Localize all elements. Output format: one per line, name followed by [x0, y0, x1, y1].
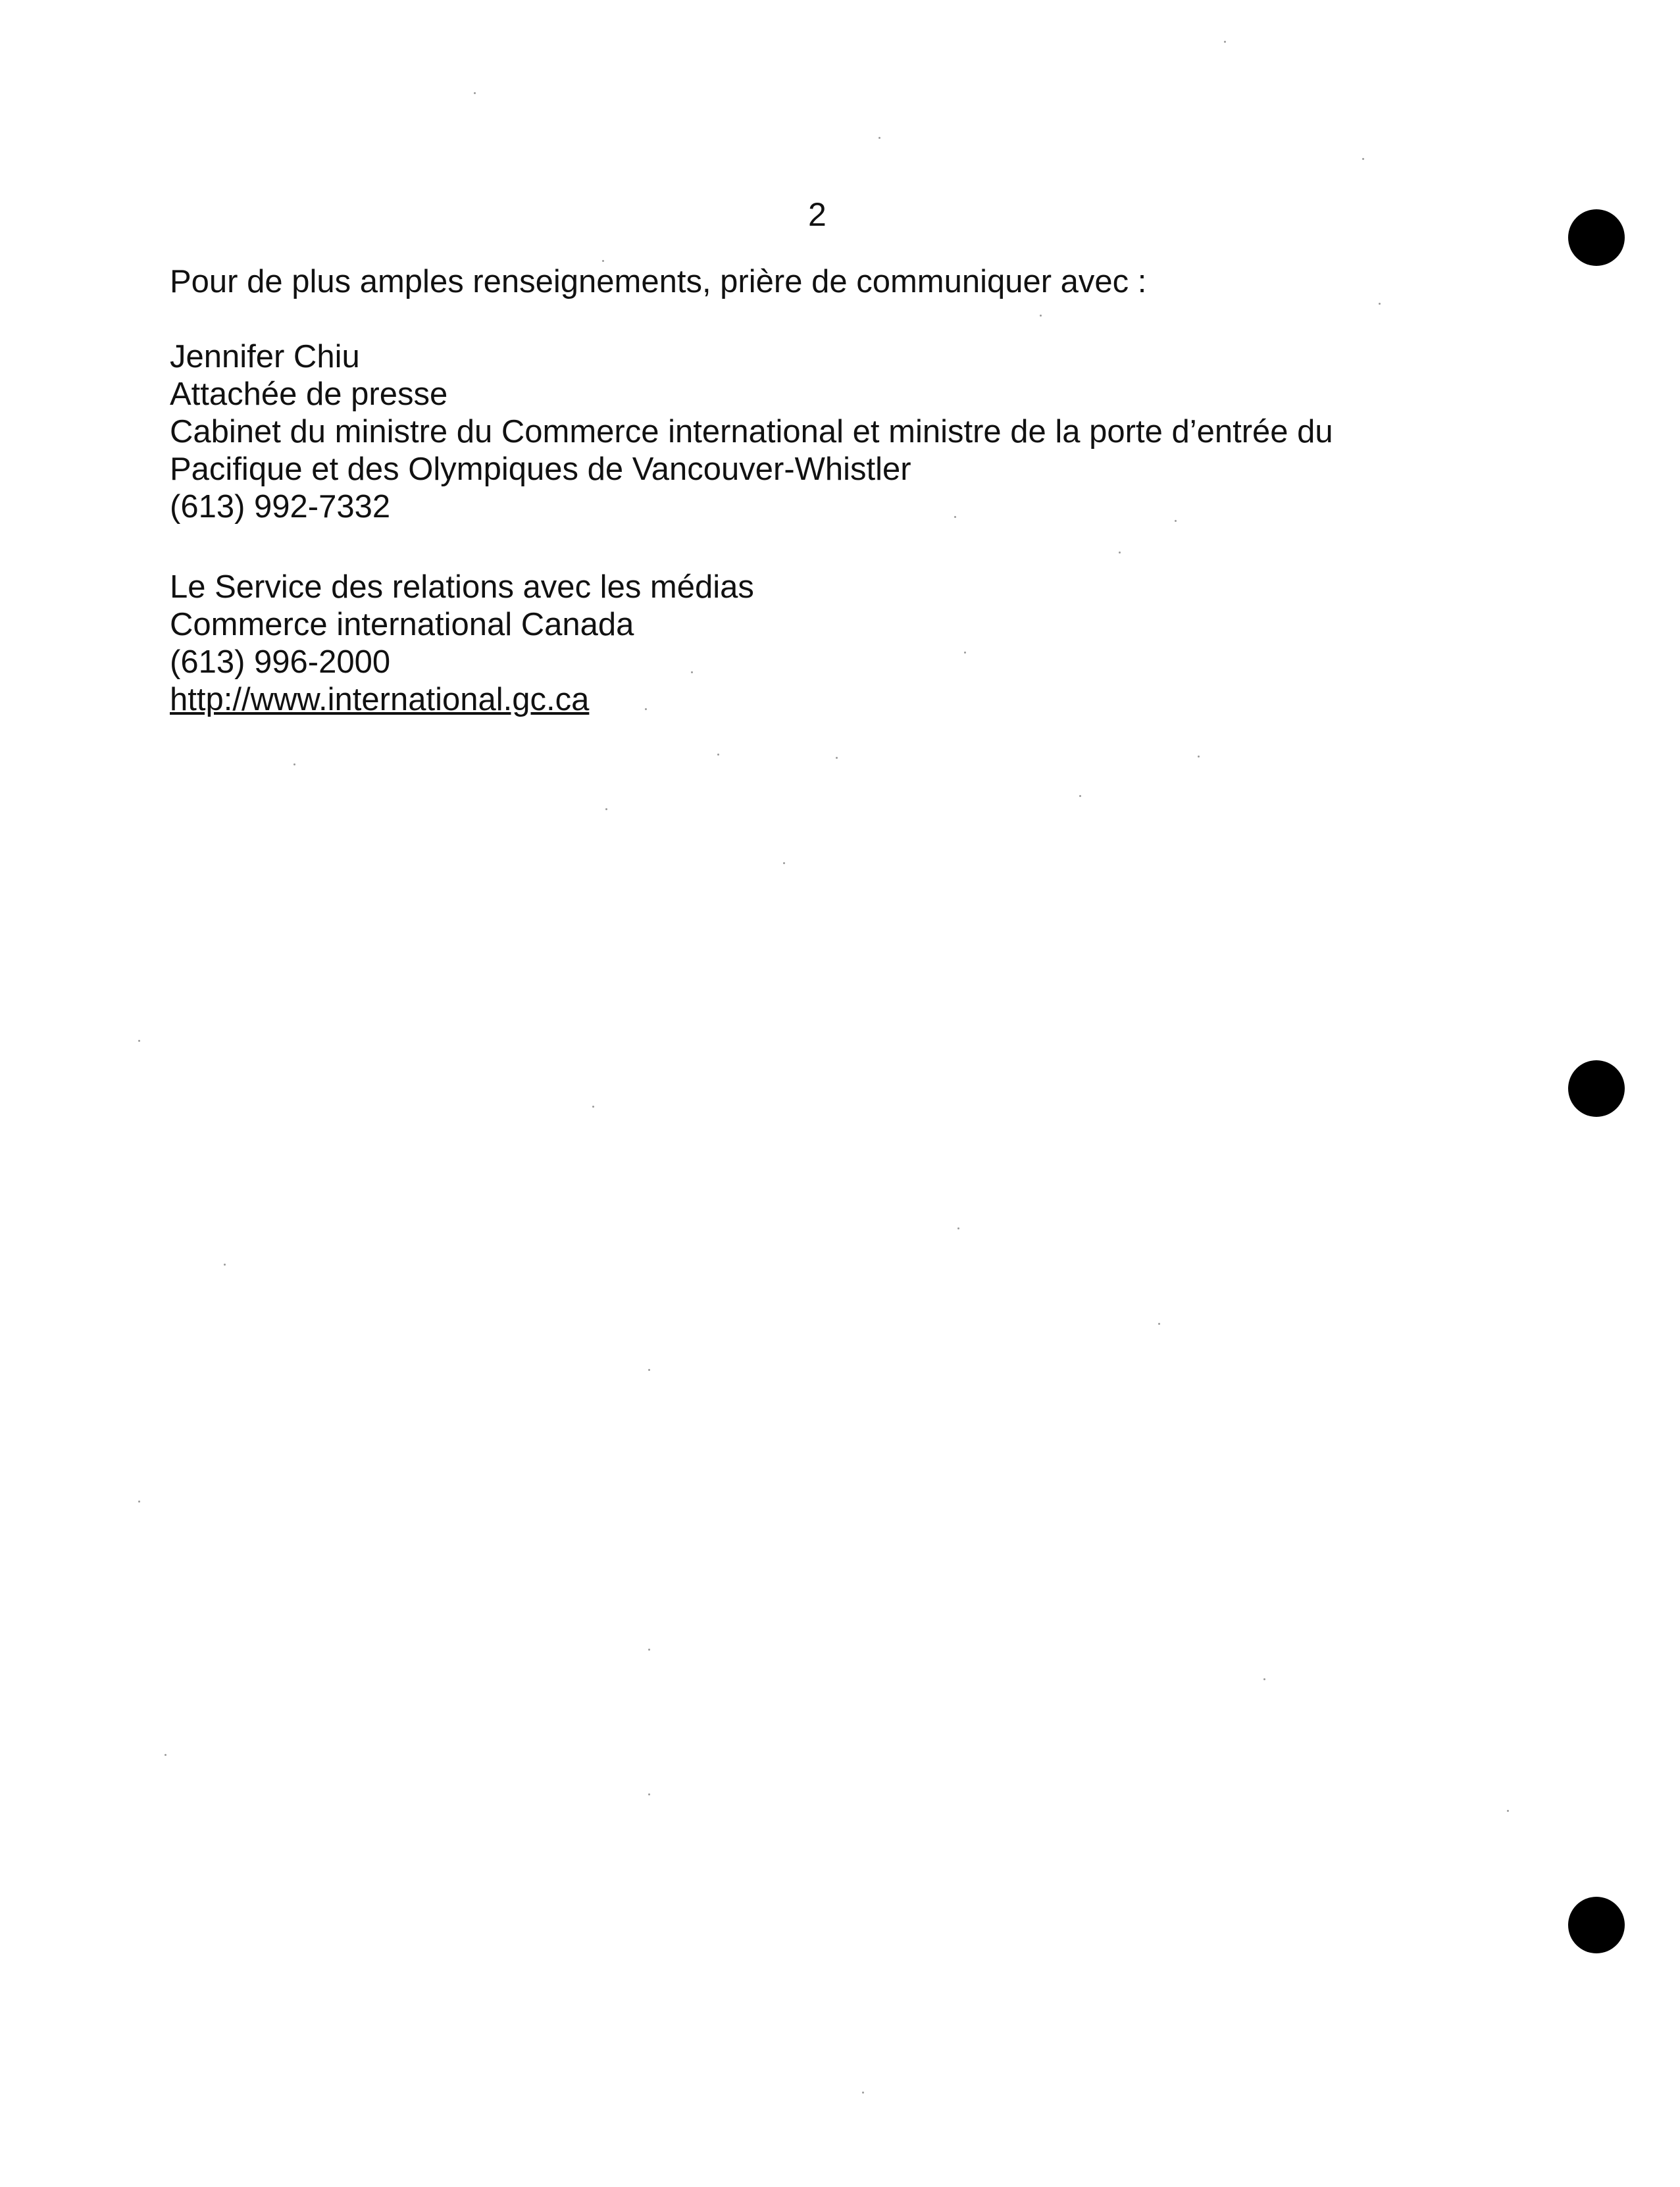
contact-phone: (613) 992-7332: [170, 489, 391, 525]
scan-speck: [1119, 552, 1121, 553]
scan-speck: [602, 260, 604, 262]
contact-name: Jennifer Chiu: [170, 339, 360, 374]
press-contact-block: [170, 338, 1333, 526]
scan-speck: [648, 1649, 650, 1651]
scan-speck: [1507, 1810, 1509, 1812]
scan-speck: [1158, 1323, 1160, 1325]
scan-speck: [165, 1754, 166, 1756]
media-department: Commerce international Canada: [170, 607, 634, 642]
intro-paragraph: [170, 263, 1146, 301]
scan-speck: [1362, 158, 1364, 160]
page-number: 2: [808, 196, 827, 233]
scan-speck: [862, 2092, 864, 2094]
scan-speck: [224, 1264, 226, 1266]
contact-title: Attachée de presse: [170, 376, 448, 412]
scan-speck: [1224, 41, 1226, 43]
scan-speck: [645, 708, 647, 710]
scan-speck: [474, 92, 476, 94]
scan-speck: [1079, 795, 1081, 797]
scan-speck: [1379, 303, 1381, 305]
scan-speck: [878, 137, 880, 139]
media-phone: (613) 996-2000: [170, 644, 391, 680]
punch-hole-bottom: [1568, 1897, 1625, 1953]
contact-office-line-1: Cabinet du ministre du Commerce international et ministre de la porte d’entrée du: [170, 414, 1333, 450]
scan-speck: [1175, 520, 1177, 522]
punch-hole-top: [1568, 209, 1625, 266]
punch-hole-middle: [1568, 1060, 1625, 1117]
scan-speck: [717, 754, 719, 756]
scan-speck: [964, 652, 966, 654]
scan-speck: [293, 763, 295, 765]
scan-speck: [783, 862, 785, 864]
scan-speck: [1263, 1678, 1265, 1680]
media-relations-block: [170, 569, 754, 719]
scan-speck: [138, 1501, 140, 1503]
scan-speck: [836, 757, 838, 759]
scan-speck: [957, 1227, 959, 1229]
scan-speck: [1198, 756, 1200, 758]
media-service-name: Le Service des relations avec les médias: [170, 569, 754, 605]
scan-speck: [954, 516, 956, 518]
scan-speck: [648, 1369, 650, 1371]
website-link[interactable]: http://www.international.gc.ca: [170, 682, 590, 717]
scan-speck: [592, 1106, 594, 1108]
scan-speck: [1040, 315, 1042, 317]
intro-text: Pour de plus amples renseignements, prière de communiquer avec :: [170, 264, 1147, 299]
scan-speck: [605, 808, 607, 810]
contact-office-line-2: Pacifique et des Olympiques de Vancouver-Whistler: [170, 451, 911, 487]
scan-speck: [691, 671, 693, 673]
scan-speck: [138, 1040, 140, 1042]
scan-speck: [648, 1793, 650, 1795]
